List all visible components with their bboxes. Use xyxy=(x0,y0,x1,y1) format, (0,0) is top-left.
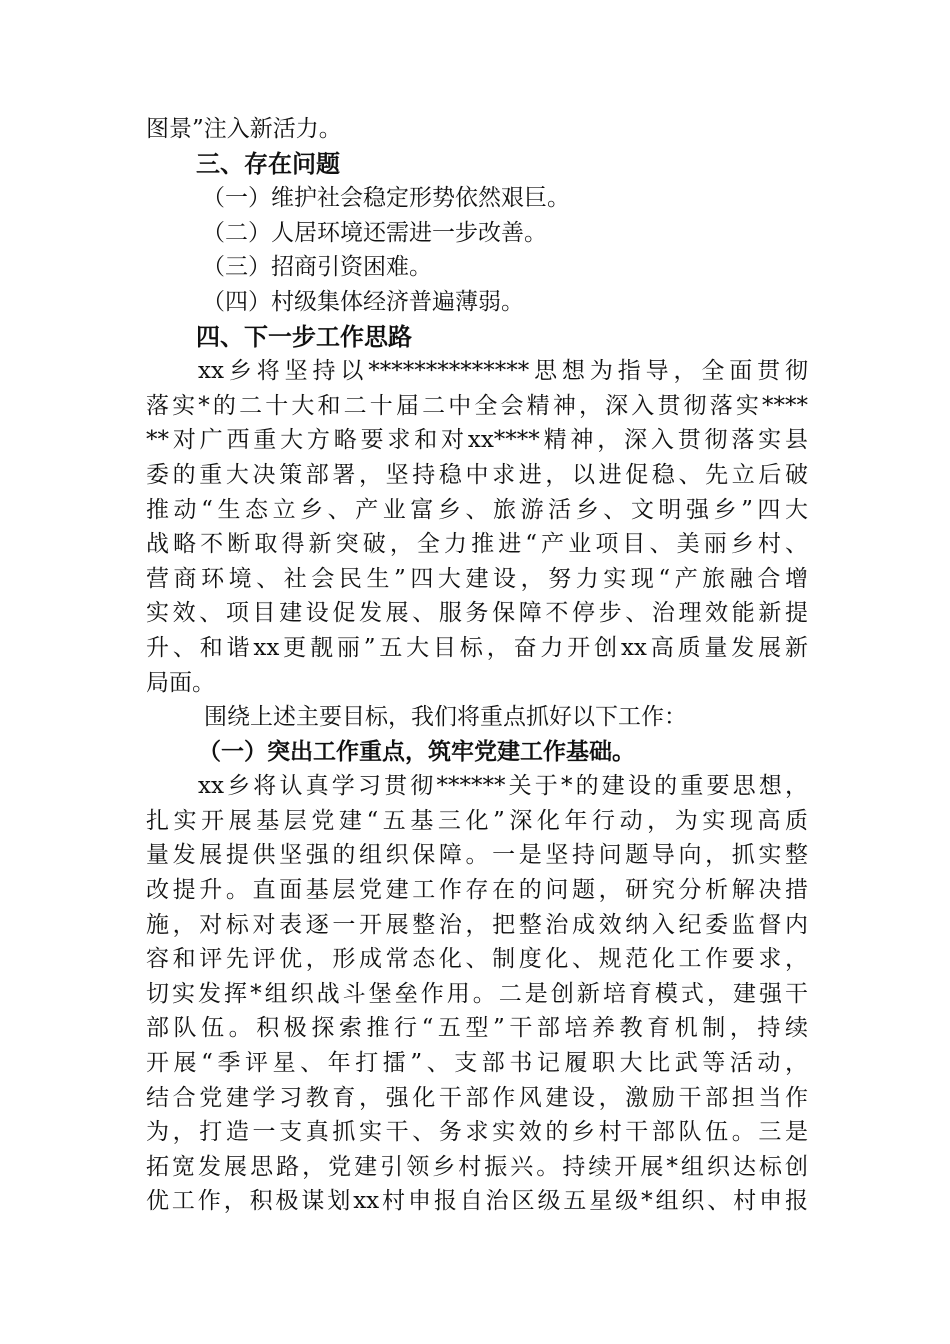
problem-item-2: （二）人居环境还需进一步改善。 xyxy=(202,219,547,246)
paragraph-intro: 围绕上述主要目标，我们将重点抓好以下工作： xyxy=(204,704,687,731)
continuation-line: 图景”注入新活力。 xyxy=(146,116,342,142)
section-heading-problems: 三、存在问题 xyxy=(196,149,340,178)
paragraph-line: 战略不断取得新突破，全力推进“产业项目、美丽乡村、 xyxy=(146,531,808,558)
paragraph-line: xx乡将认真学习贯彻******关于*的建设的重要思想， xyxy=(198,773,808,800)
sub-heading-party-building: （一）突出工作重点，筑牢党建工作基础。 xyxy=(198,737,635,765)
paragraph-line: 扎实开展基层党建“五基三化”深化年行动，为实现高质 xyxy=(146,807,808,834)
paragraph-line: 落实*的二十大和二十届二中全会精神，深入贯彻落实**** xyxy=(146,392,808,419)
paragraph-line: **对广西重大方略要求和对xx****精神，深入贯彻落实县 xyxy=(146,427,808,454)
paragraph-line: 优工作，积极谋划xx村申报自治区级五星级*组织、村申报 xyxy=(146,1188,808,1215)
paragraph-line: 改提升。直面基层党建工作存在的问题，研究分析解决措 xyxy=(146,877,808,904)
paragraph-line: 量发展提供坚强的组织保障。一是坚持问题导向，抓实整 xyxy=(146,842,808,869)
paragraph-line: 委的重大决策部署，坚持稳中求进，以进促稳、先立后破 xyxy=(146,461,808,488)
paragraph-line: 推动“生态立乡、产业富乡、旅游活乡、文明强乡”四大 xyxy=(146,496,808,523)
paragraph-line: 升、和谐xx更靓丽”五大目标，奋力开创xx高质量发展新 xyxy=(146,634,808,661)
problem-item-4: （四）村级集体经济普遍薄弱。 xyxy=(202,288,524,315)
problem-item-3: （三）招商引资困难。 xyxy=(202,254,432,281)
document-page xyxy=(146,112,808,1219)
paragraph-line: 拓宽发展思路，党建引领乡村振兴。持续开展*组织达标创 xyxy=(146,1153,808,1180)
paragraph-line: 实效、项目建设促发展、服务保障不停步、治理效能新提 xyxy=(146,600,808,627)
paragraph-line: 部队伍。积极探索推行“五型”干部培养教育机制，持续 xyxy=(146,1015,808,1042)
paragraph-line: 局面。 xyxy=(146,669,215,696)
paragraph-line: 开展“季评星、年打擂”、支部书记履职大比武等活动， xyxy=(146,1050,808,1077)
paragraph-line: 为，打造一支真抓实干、务求实效的乡村干部队伍。三是 xyxy=(146,1119,808,1146)
paragraph-line: 营商环境、社会民生”四大建设，努力实现“产旅融合增 xyxy=(146,565,808,592)
paragraph-line: xx乡将坚持以**************思想为指导，全面贯彻 xyxy=(198,358,808,385)
paragraph-line: 容和评先评优，形成常态化、制度化、规范化工作要求， xyxy=(146,946,808,973)
paragraph-line: 结合党建学习教育，强化干部作风建设，激励干部担当作 xyxy=(146,1084,808,1111)
paragraph-line: 切实发挥*组织战斗堡垒作用。二是创新培育模式，建强干 xyxy=(146,980,808,1007)
paragraph-line: 施，对标对表逐一开展整治，把整治成效纳入纪委监督内 xyxy=(146,911,808,938)
problem-item-1: （一）维护社会稳定形势依然艰巨。 xyxy=(202,185,570,212)
section-heading-next-steps: 四、下一步工作思路 xyxy=(196,322,412,351)
